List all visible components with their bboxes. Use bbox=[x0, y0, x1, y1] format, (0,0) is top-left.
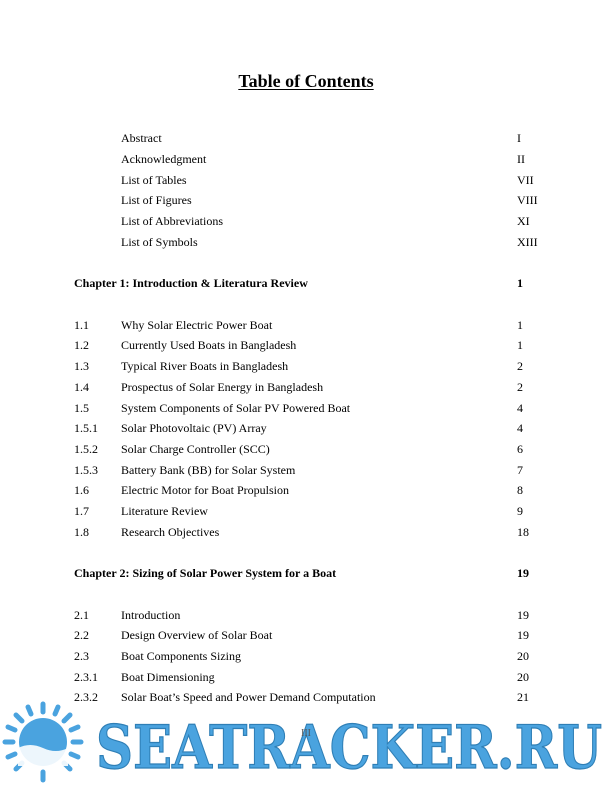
section-number: 1.4 bbox=[74, 380, 89, 394]
section-number: 1.3 bbox=[74, 359, 89, 373]
chapter-heading: Chapter 2: Sizing of Solar Power System for a Boat bbox=[74, 566, 337, 580]
toc-section[interactable] bbox=[0, 399, 612, 417]
chapter-page: 1 bbox=[517, 276, 523, 290]
entry-page: XIII bbox=[517, 235, 538, 249]
section-title: Research Objectives bbox=[121, 525, 220, 539]
toc-chapter-1[interactable] bbox=[0, 274, 612, 292]
chapter-page: 19 bbox=[517, 566, 529, 580]
chapter-heading: Chapter 1: Introduction & Literatura Review bbox=[74, 276, 308, 290]
toc-entry-list-of-figures[interactable] bbox=[0, 191, 612, 209]
page-title: Table of Contents bbox=[238, 71, 374, 91]
section-number: 1.5.1 bbox=[74, 421, 98, 435]
section-number: 1.7 bbox=[74, 504, 89, 518]
toc-entry-list-of-symbols[interactable] bbox=[0, 233, 612, 251]
section-page: 2 bbox=[517, 380, 523, 394]
toc-section[interactable] bbox=[0, 647, 612, 665]
section-number: 2.2 bbox=[74, 628, 89, 642]
toc-section[interactable] bbox=[0, 440, 612, 458]
toc-section[interactable] bbox=[0, 357, 612, 375]
entry-title: List of Symbols bbox=[121, 235, 198, 249]
section-title: Boat Dimensioning bbox=[121, 670, 215, 684]
section-title: Currently Used Boats in Bangladesh bbox=[121, 338, 297, 352]
toc-section[interactable] bbox=[0, 336, 612, 354]
section-number: 1.2 bbox=[74, 338, 89, 352]
watermark-logo bbox=[0, 696, 612, 792]
toc-section[interactable] bbox=[0, 316, 612, 334]
section-title: Literature Review bbox=[121, 504, 208, 518]
section-title: Boat Components Sizing bbox=[121, 649, 241, 663]
section-page: 1 bbox=[517, 318, 523, 332]
section-page: 8 bbox=[517, 483, 523, 497]
section-number: 2.3.1 bbox=[74, 670, 98, 684]
section-title: Electric Motor for Boat Propulsion bbox=[121, 483, 289, 497]
entry-title: List of Abbreviations bbox=[121, 214, 223, 228]
section-page: 19 bbox=[517, 608, 529, 622]
toc-section[interactable] bbox=[0, 502, 612, 520]
section-page: 2 bbox=[517, 359, 523, 373]
section-title: Design Overview of Solar Boat bbox=[121, 628, 273, 642]
section-number: 2.3.2 bbox=[74, 690, 98, 704]
section-number: 1.5.2 bbox=[74, 442, 98, 456]
entry-page: XI bbox=[517, 214, 530, 228]
entry-title: List of Tables bbox=[121, 173, 187, 187]
toc-section[interactable] bbox=[0, 606, 612, 624]
entry-page: VIII bbox=[517, 193, 538, 207]
toc-section[interactable] bbox=[0, 668, 612, 686]
toc-section[interactable] bbox=[0, 461, 612, 479]
section-number: 2.1 bbox=[74, 608, 89, 622]
entry-page: I bbox=[517, 131, 521, 145]
section-page: 7 bbox=[517, 463, 523, 477]
entry-title: Acknowledgment bbox=[121, 152, 207, 166]
section-page: 1 bbox=[517, 338, 523, 352]
toc-section[interactable] bbox=[0, 523, 612, 541]
section-title: Solar Boat’s Speed and Power Demand Computation bbox=[121, 690, 376, 704]
section-number: 1.1 bbox=[74, 318, 89, 332]
section-number: 1.5.3 bbox=[74, 463, 98, 477]
section-page: 9 bbox=[517, 504, 523, 518]
toc-entry-acknowledgment[interactable] bbox=[0, 150, 612, 168]
section-title: Why Solar Electric Power Boat bbox=[121, 318, 273, 332]
section-page: 21 bbox=[517, 690, 529, 704]
section-page: 20 bbox=[517, 670, 529, 684]
toc-section[interactable] bbox=[0, 481, 612, 499]
entry-page: II bbox=[517, 152, 525, 166]
section-number: 1.5 bbox=[74, 401, 89, 415]
section-number: 1.6 bbox=[74, 483, 89, 497]
section-title: Battery Bank (BB) for Solar System bbox=[121, 463, 296, 477]
sun-icon bbox=[5, 704, 81, 780]
watermark-text: SEATRACKER.RU bbox=[96, 713, 602, 783]
section-page: 4 bbox=[517, 421, 523, 435]
section-page: 20 bbox=[517, 649, 529, 663]
section-title: Prospectus of Solar Energy in Bangladesh bbox=[121, 380, 324, 394]
toc-entry-abstract[interactable] bbox=[0, 129, 612, 147]
toc-section[interactable] bbox=[0, 378, 612, 396]
toc-entry-list-of-abbreviations[interactable] bbox=[0, 212, 612, 230]
section-page: 6 bbox=[517, 442, 523, 456]
page-number: III bbox=[301, 728, 311, 739]
section-title: Solar Photovoltaic (PV) Array bbox=[121, 421, 267, 435]
section-page: 18 bbox=[517, 525, 529, 539]
section-page: 19 bbox=[517, 628, 529, 642]
section-title: Solar Charge Controller (SCC) bbox=[121, 442, 270, 456]
toc-section[interactable] bbox=[0, 419, 612, 437]
section-number: 2.3 bbox=[74, 649, 89, 663]
section-page: 4 bbox=[517, 401, 523, 415]
section-number: 1.8 bbox=[74, 525, 89, 539]
toc-entry-list-of-tables[interactable] bbox=[0, 171, 612, 189]
entry-page: VII bbox=[517, 173, 534, 187]
section-title: Typical River Boats in Bangladesh bbox=[121, 359, 289, 373]
entry-title: List of Figures bbox=[121, 193, 192, 207]
section-title: System Components of Solar PV Powered Boat bbox=[121, 401, 351, 415]
toc-section[interactable] bbox=[0, 626, 612, 644]
entry-title: Abstract bbox=[121, 131, 162, 145]
section-title: Introduction bbox=[121, 608, 181, 622]
toc-chapter-2[interactable] bbox=[0, 564, 612, 582]
